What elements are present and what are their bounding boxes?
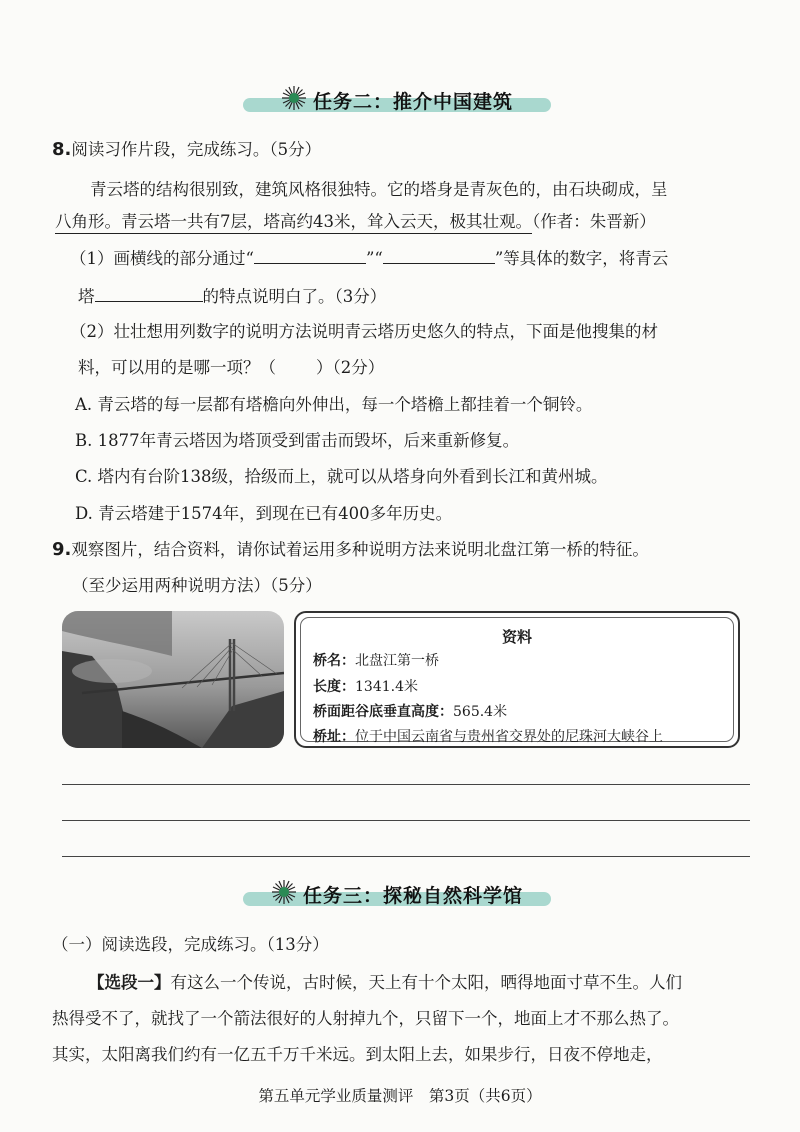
q8-sub1-line1: （1）画横线的部分通过“ ”“ ”等具体的数字，将青云 <box>70 245 668 271</box>
q8-blank-3[interactable] <box>95 283 203 302</box>
q8-sub2-line1: （2）壮壮想用列数字的说明方法说明青云塔历史悠久的特点，下面是他搜集的材 <box>70 322 658 341</box>
info-row-length: 长度：1341.4米 <box>313 679 418 695</box>
excerpt1-tag: 【选段一】 <box>88 973 171 992</box>
q8-sub2-line2: 料，可以用的是哪一项？（ ）（2分） <box>78 358 385 377</box>
q8-prompt: 8.阅读习作片段，完成练习。（5分） <box>52 139 322 160</box>
q8-option-b: B. 1877年青云塔因为塔顶受到雷击而毁坏，后来重新修复。 <box>75 431 520 450</box>
bridge-photo <box>62 611 284 748</box>
sunburst-icon <box>271 879 297 909</box>
sunburst-icon <box>281 85 307 115</box>
excerpt1-line2: 热得受不了，就找了一个箭法很好的人射掉九个，只留下一个，地面上才不那么热了。 <box>52 1009 679 1028</box>
info-title: 资料 <box>501 628 532 646</box>
task3-title: 任务三：探秘自然科学馆 <box>302 884 523 907</box>
excerpt1-line3: 其实，太阳离我们约有一亿五千万千米远。到太阳上去，如果步行，日夜不停地走， <box>52 1045 663 1064</box>
q9-prompt-line1: 9.观察图片，结合资料，请你试着运用多种说明方法来说明北盘江第一桥的特征。 <box>52 539 649 560</box>
page-footer: 第五单元学业质量测评 第3页（共6页） <box>258 1087 542 1105</box>
task3-banner <box>243 878 551 910</box>
q8-para-line2 <box>55 210 656 234</box>
section1-heading: （一）阅读选段，完成练习。（13分） <box>52 935 329 954</box>
info-box <box>294 611 740 748</box>
q8-blank-1[interactable] <box>254 245 366 264</box>
q9-prompt-line2: （至少运用两种说明方法）（5分） <box>72 576 322 595</box>
excerpt1-line1: 【选段一】有这么一个传说，古时候，天上有十个太阳，晒得地面寸草不生。人们 <box>88 973 682 992</box>
task2-banner <box>243 84 551 116</box>
q9-answer-line-1[interactable] <box>62 784 750 785</box>
q9-answer-line-2[interactable] <box>62 820 750 821</box>
q8-option-d: D. 青云塔建于1574年，到现在已有400多年历史。 <box>75 504 453 523</box>
q8-blank-2[interactable] <box>383 245 495 264</box>
info-row-site: 桥址：位于中国云南省与贵州省交界处的尼珠河大峡谷上 <box>313 729 663 745</box>
q8-sub1-line2: 塔 的特点说明白了。（3分） <box>78 283 386 309</box>
q8-para-line1: 青云塔的结构很别致，建筑风格很独特。它的塔身是青灰色的，由石块砌成，呈 <box>90 180 668 199</box>
q8-option-c: C. 塔内有台阶138级，拾级而上，就可以从塔身向外看到长江和黄州城。 <box>75 467 608 486</box>
q8-option-a: A. 青云塔的每一层都有塔檐向外伸出，每一个塔檐上都挂着一个铜铃。 <box>75 395 593 414</box>
info-row-name: 桥名：北盘江第一桥 <box>313 653 439 669</box>
task2-title: 任务二：推介中国建筑 <box>312 90 513 113</box>
q9-answer-line-3[interactable] <box>62 856 750 857</box>
q8-underlined-text: 八角形。青云塔一共有7层，塔高约43米，耸入云天，极其壮观。 <box>55 212 532 234</box>
info-row-height: 桥面距谷底垂直高度：565.4米 <box>313 704 508 720</box>
q8-author: （作者：朱晋新） <box>532 212 656 231</box>
